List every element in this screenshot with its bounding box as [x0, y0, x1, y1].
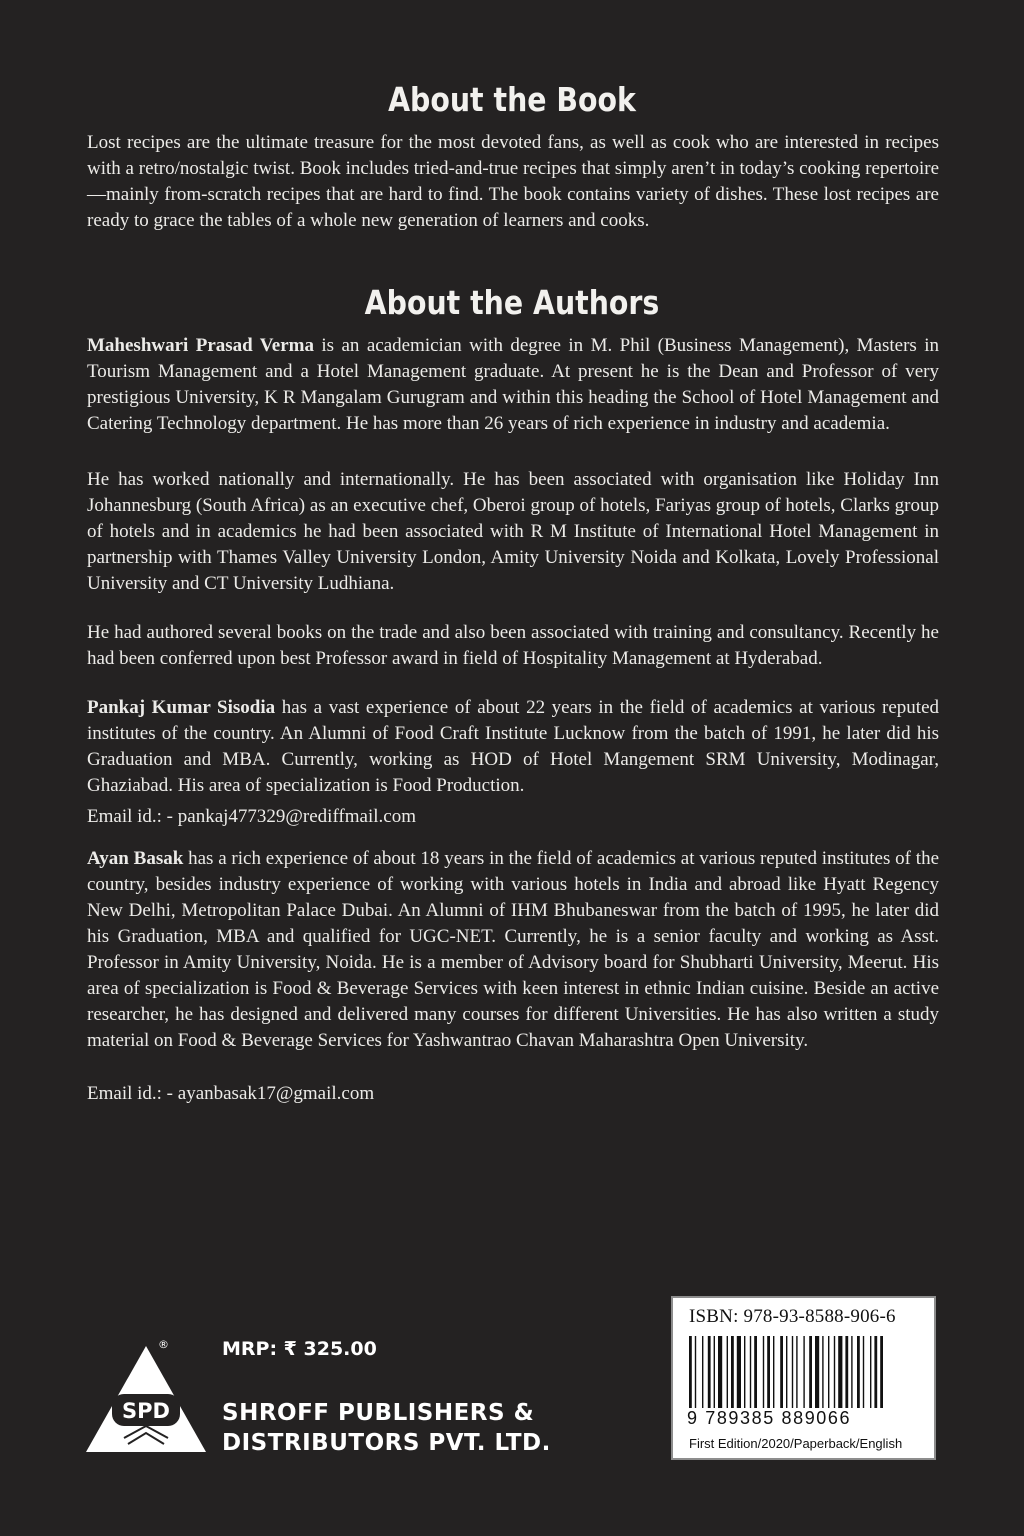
barcode-bar: [828, 1336, 829, 1408]
barcode: [689, 1336, 921, 1408]
author2-bio: [87, 695, 939, 799]
barcode-bar: [786, 1336, 787, 1408]
author3-email: Email id.: - ayanbasak17@gmail.com: [87, 1083, 375, 1104]
barcode-bar: [702, 1336, 703, 1408]
author1-name: Maheshwari Prasad Verma: [87, 335, 314, 356]
about-book-heading: About the Book: [388, 80, 636, 119]
isbn-label: ISBN: 978-93-8588-906-6: [689, 1306, 896, 1327]
barcode-bar: [874, 1336, 877, 1408]
barcode-bar: [796, 1336, 797, 1408]
publisher-name-line2: DISTRIBUTORS PVT. LTD.: [222, 1430, 551, 1456]
isbn-barcode-box: [671, 1296, 936, 1460]
barcode-bar: [838, 1336, 842, 1408]
barcode-bar: [880, 1336, 883, 1408]
barcode-bar: [845, 1336, 848, 1408]
about-book-text: Lost recipes are the ultimate treasure for the most devoted fans, as well as cook who are interested in recipes with a retro/nostalgic twist. Book includes tried-and-true recipes that simply aren’t in today’s cooking repertoire—mainly from-scratch recipes that are hard to find. The book contains variety of dishes. These lost recipes are ready to grace the tables of a whole new generation of learners and cooks.: [87, 132, 939, 231]
author2-email: Email id.: - pankaj477329@rediffmail.com: [87, 806, 416, 827]
about-authors-heading: About the Authors: [364, 283, 660, 322]
barcode-bar: [803, 1336, 804, 1408]
author3-bio-text: has a rich experience of about 18 years in the field of academics at various reputed institutes of the country, besides industry experience of working with various hotels in India and abroad like Hyatt Regency New Delhi, Metropolitan Palace Dubai. An Alumni of IHM Bhubaneswar from the batch of 1995, he later did his Graduation, MBA and qualified for UGC-NET. Currently, he is a senior faculty and working as Asst. Professor in Amity University, Noida. He is a member of Advisory board for Shubharti University, Meerut. His area of specialization is Food & Beverage Services with keen interest in ethnic Indian cuisine. Beside an active researcher, he has designed and delivered many courses for different Universities. He has also written a study material on Food & Beverage Services for Yashwantrao Chavan Maharashtra Open University.: [87, 848, 939, 1051]
author2-name: Pankaj Kumar Sisodia: [87, 697, 276, 718]
publisher-name-line1: SHROFF PUBLISHERS &: [222, 1400, 535, 1426]
barcode-bar: [689, 1336, 692, 1408]
barcode-bar: [718, 1336, 722, 1408]
barcode-bar: [851, 1336, 852, 1408]
barcode-bar: [857, 1336, 860, 1408]
mrp-price: MRP: ₹ 325.00: [222, 1338, 377, 1360]
barcode-bar: [834, 1336, 835, 1408]
author2-bio-text: has a vast experience of about 22 years in the field of academics at various reputed institutes of the country. An Alumni of Food Craft Institute Lucknow from the batch of 1991, he later did his Graduation and MBA. Currently, working as HOD of Hotel Mangement SRM University, Modinagar, Ghaziabad. His area of specialization is Food Production.: [87, 697, 939, 796]
barcode-bar: [870, 1336, 871, 1408]
barcode-bar: [792, 1336, 793, 1408]
barcode-bar: [767, 1336, 770, 1408]
author3-bio: [87, 846, 939, 1054]
barcode-bar: [815, 1336, 819, 1408]
barcode-bar: [714, 1336, 715, 1408]
barcode-bar: [695, 1336, 696, 1408]
barcode-bar: [744, 1336, 745, 1408]
author1-bio: [87, 333, 939, 437]
barcode-bar: [763, 1336, 764, 1408]
logo-text: SPD: [122, 1399, 170, 1423]
author1-bio-text: is an academician with degree in M. Phil (Business Management), Masters in Tourism Management and a Hotel Management graduate. At present he is the Dean and Professor of very prestigious University, K R Mangalam Gurugram and within this heading the School of Hotel Management and Catering Technology department. He has more than 26 years of rich experience in industry and academia.: [87, 335, 939, 434]
barcode-bar: [708, 1336, 711, 1408]
barcode-bar: [822, 1336, 823, 1408]
spd-logo: [84, 1336, 208, 1456]
author1-bio-para3: He had authored several books on the trade and also been associated with training and consultancy. Recently he had been conferred upon best Professor award in field of Hospitality Management at Hyderabad.: [87, 622, 939, 669]
barcode-bar: [727, 1336, 728, 1408]
author3-name: Ayan Basak: [87, 848, 184, 869]
barcode-bar: [750, 1336, 751, 1408]
barcode-bar: [773, 1336, 774, 1408]
barcode-bar: [737, 1336, 741, 1408]
edition-info: First Edition/2020/Paperback/English: [689, 1436, 903, 1451]
barcode-bar: [780, 1336, 783, 1408]
barcode-bar: [809, 1336, 812, 1408]
barcode-bar: [731, 1336, 734, 1408]
registered-mark: ®: [158, 1338, 169, 1351]
author1-bio-para2: He has worked nationally and internationally. He has been associated with organisation like Holiday Inn Johannesburg (South Africa) as an executive chef, Oberoi group of hotels, Fariyas group of hotels, Clarks group of hotels and in academics he had been associated with R M Institute of International Hotel Management in partnership with Thames Valley University London, Amity University Noida and Kolkata, Lovely Professional University and CT University Ludhiana.: [87, 469, 939, 594]
barcode-bar: [754, 1336, 757, 1408]
barcode-bar: [863, 1336, 864, 1408]
barcode-digits: 9 789385 889066: [687, 1408, 852, 1428]
